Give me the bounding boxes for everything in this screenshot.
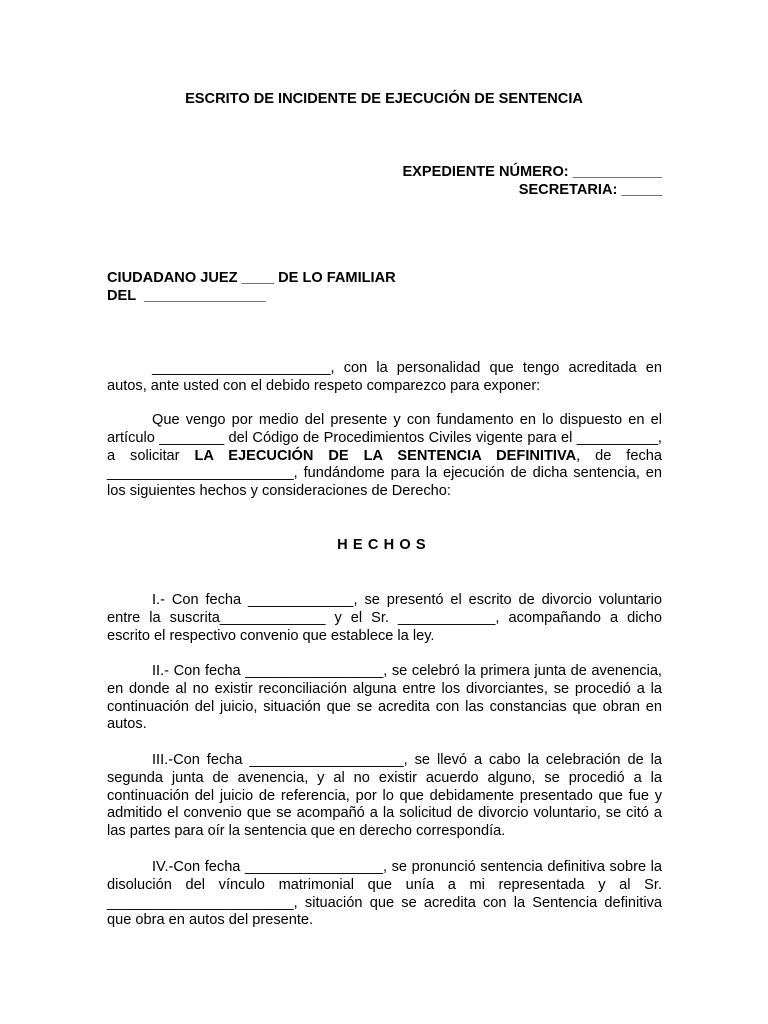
addressee-block	[107, 269, 667, 305]
addressee-judge: CIUDADANO JUEZ ____ DE LO FAMILIAR	[107, 270, 396, 286]
hecho-paragraph-3	[107, 752, 662, 841]
document-title: ESCRITO DE INCIDENTE DE EJECUCIÓN DE SENTENCIA	[185, 91, 583, 107]
hecho-text-3: III.-Con fecha ___________________, se llevó a cabo la celebración de la segunda junta de avenencia, y al no existir acuerdo alguno, se procedió a la continuación del juicio de referencia, por lo que debidamente presentado que fue y admitido el convenio que se acompañó a la solicitud de divorcio voluntario, se citó a las partes para oír la sentencia que en derecho correspondía.	[107, 752, 662, 840]
case-reference-block	[350, 164, 662, 199]
request-paragraph	[107, 412, 662, 501]
hecho-text-4: IV.-Con fecha _________________, se pronunció sentencia definitiva sobre la disolución del vínculo matrimonial que unía a mi representada y al Sr. _______________________, situación que se acredita con la Sentencia definitiva que obra en autos del presente.	[107, 859, 662, 929]
hecho-text-2: II.- Con fecha _________________, se celebró la primera junta de avenencia, en donde al no existir reconciliación alguna entre los divorciantes, se procedió a la continuación del juicio, situación que se acredita con las constancias que obran en autos.	[107, 663, 662, 733]
request-text-bold: LA EJECUCIÓN DE LA SENTENCIA DEFINITIVA	[194, 447, 577, 464]
request-text-part2: , de fecha _______________________, fundándome para la ejecución de dicha sentencia, en los siguientes hechos y consideraciones de Derecho:	[107, 447, 662, 500]
intro-text: ______________________, con la personalidad que tengo acreditada en autos, ante usted con el debido respeto comparezco para exponer:	[107, 360, 662, 394]
secretaria-line: SECRETARIA: _____	[518, 181, 662, 198]
hecho-paragraph-1	[107, 592, 662, 645]
hecho-paragraph-2	[107, 663, 662, 734]
addressee-location: DEL _______________	[107, 288, 266, 304]
hechos-heading: HECHOS	[337, 537, 431, 553]
intro-paragraph	[107, 360, 662, 396]
hecho-text-1: I.- Con fecha _____________, se presentó el escrito de divorcio voluntario entre la suscrita_____________ y el Sr. ____________, acompañando a dicho escrito el respectivo convenio que establece la ley.	[107, 592, 662, 644]
hecho-paragraph-4	[107, 859, 662, 930]
request-text-part1: Que vengo por medio del presente y con fundamento en lo dispuesto en el artículo ________ del Código de Procedimientos Civiles vigente para el __________, a solicitar	[107, 412, 662, 464]
expediente-number: EXPEDIENTE NÚMERO: ___________	[402, 164, 662, 180]
